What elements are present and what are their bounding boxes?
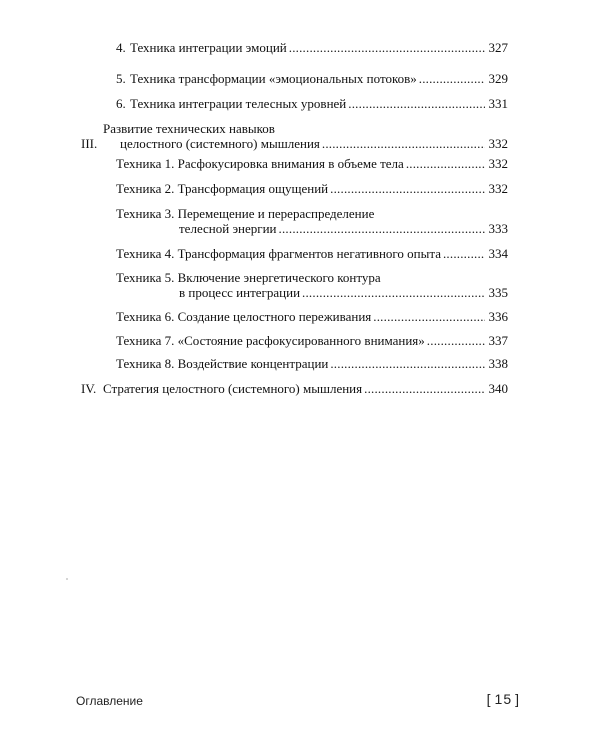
toc-entry-page: 332 (488, 156, 508, 171)
toc-entry-technique-1[interactable] (116, 156, 508, 171)
toc-entry-title: Техника 1. Расфокусировка внимания в объеме тела (116, 156, 404, 171)
dot-leader (443, 246, 485, 261)
footer-page-number (487, 691, 520, 707)
dot-leader (373, 309, 484, 324)
dot-leader (427, 333, 485, 348)
toc-entry-title: Техника интеграции эмоций (130, 40, 287, 55)
toc-entry-page: 338 (488, 356, 508, 371)
dot-leader (419, 71, 485, 86)
toc-entry-page: 331 (488, 96, 508, 111)
toc-entry-title: Техника трансформации «эмоциональных потоков» (130, 71, 417, 86)
dot-leader (289, 40, 485, 55)
toc-entry-4[interactable] (116, 40, 508, 55)
toc-entry-number: III. (81, 136, 98, 151)
dot-leader (330, 356, 484, 371)
toc-entry-number: 4. (116, 40, 126, 55)
dot-leader (302, 285, 484, 300)
toc-entry-page: 332 (488, 136, 508, 151)
toc-entry-page: 335 (488, 285, 508, 300)
toc-entry-title: Техника интеграции телесных уровней (130, 96, 347, 111)
toc-entry-page: 333 (488, 221, 508, 236)
toc-entry-page: 337 (488, 333, 508, 348)
toc-entry-page: 327 (488, 40, 508, 55)
toc-entry-technique-7[interactable] (116, 333, 508, 348)
toc-entry-number: 5. (116, 71, 126, 86)
dot-leader (406, 156, 485, 171)
dot-leader (364, 381, 484, 396)
paper-speck (66, 578, 68, 580)
toc-entry-number: 6. (116, 96, 126, 111)
toc-entry-page: 329 (488, 71, 508, 86)
toc-entry-title: Техника 8. Воздействие концентрации (116, 356, 329, 371)
dot-leader (279, 221, 485, 236)
toc-entry-page: 334 (488, 246, 508, 261)
toc-entry-technique-2[interactable] (116, 181, 508, 196)
toc-entry-technique-4[interactable] (116, 246, 508, 261)
dot-leader (322, 136, 485, 151)
toc-entry-technique-6[interactable] (116, 309, 508, 324)
toc-entry-page: 336 (488, 309, 508, 324)
toc-entry-title: Стратегия целостного (системного) мышления (103, 381, 363, 396)
toc-entry-number: IV. (81, 381, 97, 396)
toc-entry-title-line2: телесной энергии (179, 221, 277, 236)
toc-entry-section-iv[interactable] (81, 381, 508, 396)
toc-entry-technique-3[interactable] (116, 206, 508, 236)
dot-leader (348, 96, 484, 111)
page-bracket-close: ] (515, 691, 520, 707)
toc-entry-page: 340 (488, 381, 508, 396)
toc-entry-technique-8[interactable] (116, 356, 508, 371)
dot-leader (330, 181, 484, 196)
toc-entry-title: Техника 6. Создание целостного переживания (116, 309, 372, 324)
toc-entry-title-line1: Развитие технических навыков (103, 121, 275, 136)
toc-entry-title-line1: Техника 3. Перемещение и перераспределение (116, 206, 375, 221)
toc-entry-title: Техника 7. «Состояние расфокусированного внимания» (116, 333, 425, 348)
toc-entry-6[interactable] (116, 96, 508, 111)
toc-entry-title: Техника 4. Трансформация фрагментов негативного опыта (116, 246, 441, 261)
footer-section-title: Оглавление (76, 694, 143, 708)
page-footer (0, 680, 600, 720)
toc-entry-technique-5[interactable] (116, 270, 508, 300)
toc-entry-title: Техника 2. Трансформация ощущений (116, 181, 329, 196)
toc-entry-title-line2: в процесс интеграции (179, 285, 301, 300)
toc-entry-page: 332 (488, 181, 508, 196)
toc-entry-section-iii[interactable] (81, 121, 508, 151)
page-number: 15 (494, 691, 513, 707)
page-bracket-open: [ (486, 691, 492, 707)
toc-entry-title-line1: Техника 5. Включение энергетического контура (116, 270, 381, 285)
toc-entry-title-line2: целостного (системного) мышления (120, 136, 320, 151)
toc-entry-5[interactable] (116, 71, 508, 86)
